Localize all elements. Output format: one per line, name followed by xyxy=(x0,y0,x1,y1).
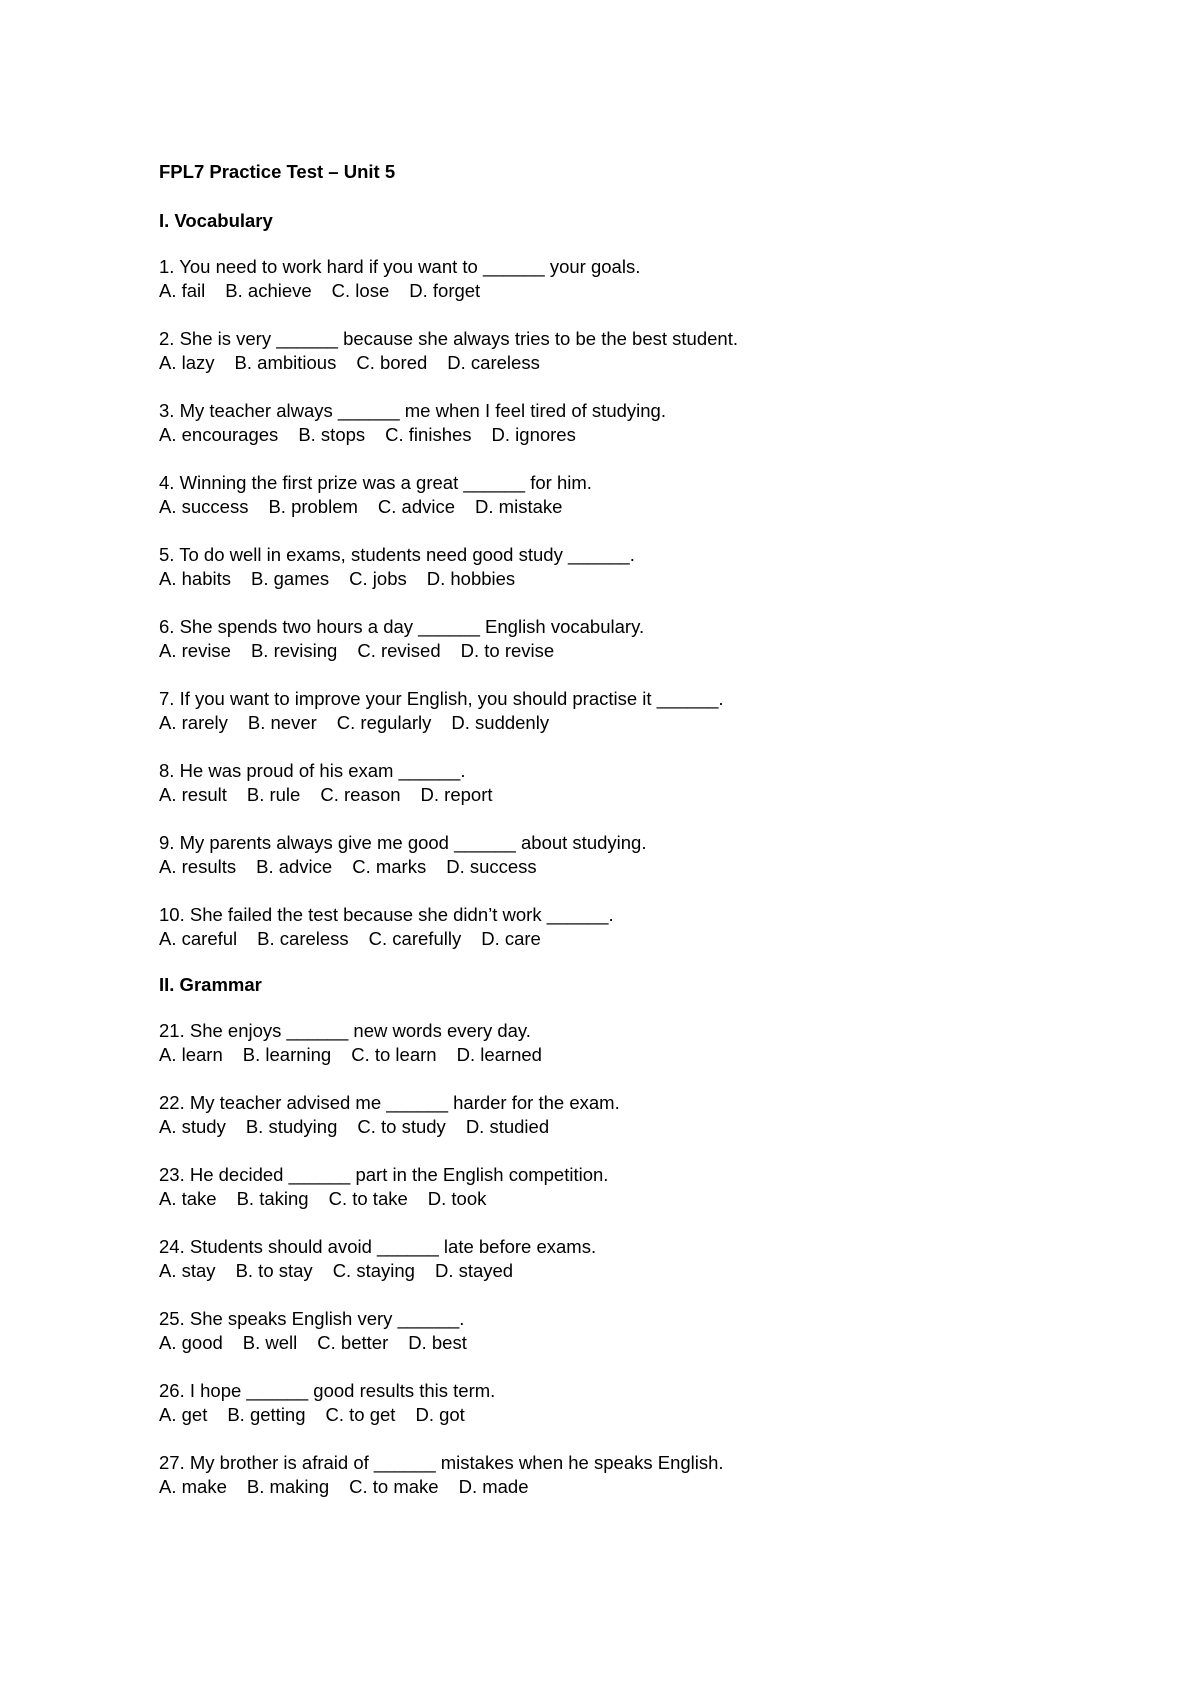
answer-options xyxy=(159,423,1119,447)
answer-option: C. to get xyxy=(325,1404,396,1425)
question-text: 26. I hope ______ good results this term. xyxy=(159,1380,496,1401)
answer-option: D. got xyxy=(415,1404,465,1425)
question-item xyxy=(159,543,1119,591)
answer-option: B. well xyxy=(242,1332,298,1353)
answer-option: A. study xyxy=(159,1116,226,1137)
answer-option: D. report xyxy=(420,784,493,805)
answer-options xyxy=(159,1115,1119,1139)
answer-option: B. taking xyxy=(236,1188,309,1209)
answer-option: C. to study xyxy=(357,1116,446,1137)
answer-option: B. to stay xyxy=(235,1260,313,1281)
answer-option: D. care xyxy=(481,928,541,949)
answer-option: A. careful xyxy=(159,928,238,949)
section-heading: I. Vocabulary xyxy=(159,210,273,231)
question-text: 7. If you want to improve your English, you should practise it ______. xyxy=(159,688,724,709)
answer-options xyxy=(159,639,1119,663)
answer-option: B. ambitious xyxy=(234,352,337,373)
question-text: 6. She spends two hours a day ______ English vocabulary. xyxy=(159,616,645,637)
answer-option: A. habits xyxy=(159,568,231,589)
answer-option: D. success xyxy=(446,856,537,877)
answer-option: C. marks xyxy=(352,856,427,877)
answer-option: D. took xyxy=(427,1188,487,1209)
answer-option: B. revising xyxy=(250,640,338,661)
answer-option: C. to take xyxy=(328,1188,408,1209)
answer-option: A. encourages xyxy=(159,424,279,445)
answer-option: B. getting xyxy=(227,1404,306,1425)
question-item xyxy=(159,903,1119,951)
answer-option: B. games xyxy=(251,568,330,589)
sections-container xyxy=(159,207,1119,1499)
answer-option: A. stay xyxy=(159,1260,216,1281)
answer-option: D. forget xyxy=(409,280,481,301)
question-text: 27. My brother is afraid of ______ mistakes when he speaks English. xyxy=(159,1452,724,1473)
question-item xyxy=(159,759,1119,807)
answer-option: B. never xyxy=(247,712,317,733)
answer-option: A. get xyxy=(159,1404,208,1425)
answer-option: C. finishes xyxy=(385,424,472,445)
answer-option: D. learned xyxy=(456,1044,542,1065)
answer-option: C. to learn xyxy=(351,1044,437,1065)
answer-option: A. success xyxy=(159,496,249,517)
answer-options xyxy=(159,1475,1119,1499)
answer-option: A. result xyxy=(159,784,227,805)
question-text: 9. My parents always give me good ______ about studying. xyxy=(159,832,647,853)
answer-option: D. stayed xyxy=(434,1260,514,1281)
answer-option: B. advice xyxy=(256,856,333,877)
answer-option: A. revise xyxy=(159,640,231,661)
answer-option: C. jobs xyxy=(349,568,407,589)
question-text: 8. He was proud of his exam ______. xyxy=(159,760,466,781)
answer-options xyxy=(159,783,1119,807)
answer-options xyxy=(159,1259,1119,1283)
answer-option: A. good xyxy=(159,1332,223,1353)
answer-options xyxy=(159,1187,1119,1211)
question-item xyxy=(159,1091,1119,1139)
answer-options xyxy=(159,927,1119,951)
answer-option: B. problem xyxy=(268,496,358,517)
answer-option: A. make xyxy=(159,1476,227,1497)
section-heading: II. Grammar xyxy=(159,974,262,995)
question-item xyxy=(159,1379,1119,1427)
answer-option: C. staying xyxy=(332,1260,415,1281)
section-1 xyxy=(159,207,1119,951)
answer-option: C. reason xyxy=(320,784,401,805)
answer-option: B. rule xyxy=(246,784,301,805)
answer-option: D. to revise xyxy=(460,640,555,661)
document-title: FPL7 Practice Test – Unit 5 xyxy=(159,161,396,182)
question-text: 2. She is very ______ because she always tries to be the best student. xyxy=(159,328,738,349)
question-item xyxy=(159,399,1119,447)
answer-option: C. carefully xyxy=(368,928,462,949)
answer-option: D. mistake xyxy=(475,496,563,517)
answer-options xyxy=(159,567,1119,591)
answer-option: D. suddenly xyxy=(451,712,550,733)
answer-option: C. better xyxy=(317,1332,389,1353)
answer-option: D. hobbies xyxy=(426,568,516,589)
answer-options xyxy=(159,1331,1119,1355)
question-text: 24. Students should avoid ______ late before exams. xyxy=(159,1236,597,1257)
answer-options xyxy=(159,855,1119,879)
answer-option: C. lose xyxy=(331,280,390,301)
document-page xyxy=(159,158,1119,1523)
answer-option: D. studied xyxy=(465,1116,550,1137)
question-text: 10. She failed the test because she didn’t work ______. xyxy=(159,904,614,925)
answer-options xyxy=(159,1403,1119,1427)
question-text: 21. She enjoys ______ new words every day. xyxy=(159,1020,531,1041)
answer-option: C. revised xyxy=(357,640,441,661)
answer-option: B. studying xyxy=(245,1116,338,1137)
answer-option: A. rarely xyxy=(159,712,228,733)
question-item xyxy=(159,471,1119,519)
answer-option: D. made xyxy=(458,1476,529,1497)
question-item xyxy=(159,1163,1119,1211)
answer-options xyxy=(159,711,1119,735)
question-item xyxy=(159,615,1119,663)
answer-option: D. careless xyxy=(447,352,540,373)
answer-option: A. take xyxy=(159,1188,217,1209)
question-text: 5. To do well in exams, students need good study ______. xyxy=(159,544,635,565)
answer-option: A. results xyxy=(159,856,237,877)
answer-options xyxy=(159,279,1119,303)
answer-option: B. making xyxy=(246,1476,330,1497)
question-item xyxy=(159,1019,1119,1067)
question-text: 4. Winning the first prize was a great ______ for him. xyxy=(159,472,592,493)
question-text: 1. You need to work hard if you want to ______ your goals. xyxy=(159,256,641,277)
answer-option: A. fail xyxy=(159,280,206,301)
question-item xyxy=(159,1307,1119,1355)
question-item xyxy=(159,687,1119,735)
answer-option: B. achieve xyxy=(225,280,312,301)
answer-options xyxy=(159,1043,1119,1067)
answer-option: C. bored xyxy=(356,352,428,373)
question-item xyxy=(159,1451,1119,1499)
answer-options xyxy=(159,495,1119,519)
answer-options xyxy=(159,351,1119,375)
section-2 xyxy=(159,971,1119,1499)
answer-option: C. regularly xyxy=(336,712,432,733)
question-text: 23. He decided ______ part in the English competition. xyxy=(159,1164,609,1185)
answer-option: C. to make xyxy=(349,1476,439,1497)
answer-option: B. learning xyxy=(242,1044,332,1065)
answer-option: D. ignores xyxy=(491,424,576,445)
answer-option: D. best xyxy=(408,1332,467,1353)
answer-option: A. lazy xyxy=(159,352,215,373)
question-text: 3. My teacher always ______ me when I feel tired of studying. xyxy=(159,400,666,421)
answer-option: C. advice xyxy=(377,496,456,517)
answer-option: A. learn xyxy=(159,1044,223,1065)
question-item xyxy=(159,327,1119,375)
answer-option: B. stops xyxy=(298,424,366,445)
answer-option: B. careless xyxy=(257,928,349,949)
question-item xyxy=(159,831,1119,879)
question-item xyxy=(159,1235,1119,1283)
question-text: 22. My teacher advised me ______ harder for the exam. xyxy=(159,1092,620,1113)
question-text: 25. She speaks English very ______. xyxy=(159,1308,465,1329)
question-item xyxy=(159,255,1119,303)
